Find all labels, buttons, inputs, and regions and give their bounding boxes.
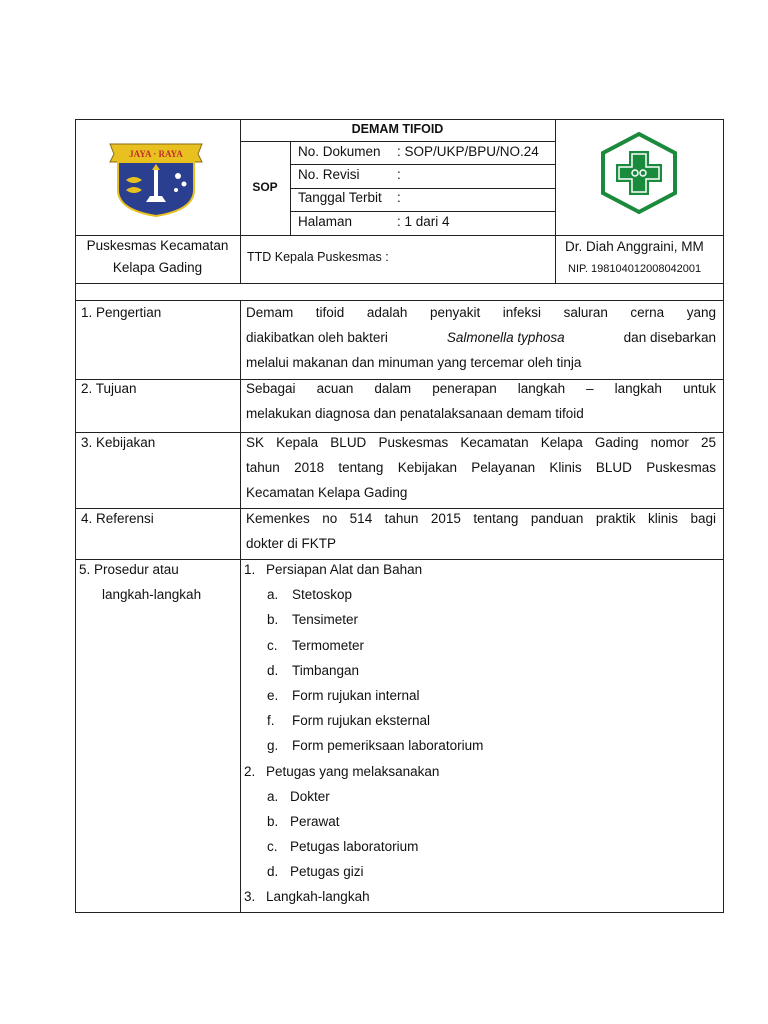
ttd-label: TTD Kepala Puskesmas :: [247, 250, 389, 264]
list-text: Perawat: [290, 813, 340, 829]
rule: [240, 119, 241, 284]
rule: [555, 119, 556, 284]
italic-term: Salmonella typhosa: [446, 330, 565, 345]
field-value-no-revisi: :: [397, 167, 401, 182]
rule: [75, 119, 724, 120]
list-text: Termometer: [292, 637, 365, 653]
rule: [75, 283, 724, 284]
rule: [75, 235, 724, 236]
text-segment: dan disebarkan: [623, 330, 716, 345]
field-label-halaman: Halaman: [298, 214, 353, 229]
text-line: dokter di FKTP: [246, 536, 337, 551]
list-subitem: [244, 607, 714, 632]
puskesmas-logo-icon: [598, 131, 680, 215]
field-value-halaman: : 1 dari 4: [397, 214, 450, 229]
section-body-tujuan: [246, 376, 716, 426]
list-text: Petugas laboratorium: [290, 839, 419, 855]
institution-line-1: Puskesmas Kecamatan: [86, 238, 229, 253]
list-text: Dokter: [290, 788, 330, 804]
list-number: f.: [267, 713, 275, 729]
field-value-tanggal-terbit: :: [397, 190, 401, 205]
text-line: Kemenkes no 514 tahun 2015 tentang panduan praktik klinis bagi: [246, 511, 716, 526]
list-text: Persiapan Alat dan Bahan: [266, 562, 423, 577]
head-name: Dr. Diah Anggraini, MM: [565, 239, 704, 254]
list-number: e.: [267, 687, 279, 703]
rule: [290, 211, 555, 212]
list-number: 1.: [244, 562, 256, 577]
list-item: [244, 884, 714, 909]
field-label-no-dokumen: No. Dokumen: [298, 144, 381, 159]
text-line: melakukan diagnosa dan penatalaksanaan demam tifoid: [246, 406, 584, 421]
list-subitem: [244, 834, 714, 859]
list-number: 2.: [244, 763, 256, 779]
rule: [240, 300, 241, 913]
list-subitem: [244, 633, 714, 658]
sop-label: SOP: [252, 180, 278, 194]
text-line: tahun 2018 tentang Kebijakan Pelayanan Klinis BLUD Puskesmas: [246, 460, 716, 475]
rule: [290, 188, 555, 189]
text-segment: diakibatkan oleh bakteri: [246, 330, 388, 345]
field-value-no-dokumen: : SOP/UKP/BPU/NO.24: [397, 144, 539, 159]
list-text: Tensimeter: [292, 612, 359, 628]
text-line: Kecamatan Kelapa Gading: [246, 485, 408, 500]
rule: [290, 141, 291, 236]
list-number: g.: [267, 738, 279, 754]
list-number: d.: [267, 662, 279, 678]
text-line: [246, 325, 716, 350]
list-subitem: [244, 859, 714, 884]
list-text: Langkah-langkah: [266, 889, 370, 905]
list-item: [244, 557, 714, 582]
section-body-pengertian: [246, 300, 716, 375]
list-number: 3.: [244, 889, 256, 905]
section-body-kebijakan: [246, 430, 716, 505]
section-label-tujuan: 2. Tujuan: [81, 381, 137, 396]
section-label-prosedur-1: 5. Prosedur atau: [79, 562, 179, 577]
list-text: Form pemeriksaan laboratorium: [292, 738, 484, 754]
text-line: SK Kepala BLUD Puskesmas Kecamatan Kelapa Gading nomor 25: [246, 435, 716, 450]
list-subitem: [244, 733, 714, 758]
list-text: Petugas gizi: [290, 864, 364, 880]
text-line: melalui makanan dan minuman yang tercemar oleh tinja: [246, 355, 582, 370]
list-text: Petugas yang melaksanakan: [266, 763, 440, 779]
list-number: a.: [267, 788, 279, 804]
section-body-referensi: [246, 506, 716, 556]
list-subitem: [244, 658, 714, 683]
text-line: Demam tifoid adalah penyakit infeksi saluran cerna yang: [246, 305, 716, 320]
rule: [723, 119, 724, 913]
list-subitem: [244, 683, 714, 708]
list-subitem: [244, 582, 714, 607]
list-item: [244, 759, 714, 784]
list-text: Timbangan: [292, 662, 360, 678]
crest-text: JAYA · RAYA: [129, 149, 183, 159]
rule: [75, 912, 724, 913]
list-text: Form rujukan internal: [292, 687, 420, 703]
section-label-kebijakan: 3. Kebijakan: [81, 435, 156, 450]
jaya-raya-crest-icon: [106, 140, 206, 220]
section-label-prosedur-2: langkah-langkah: [102, 587, 202, 602]
list-text: Form rujukan eksternal: [292, 713, 431, 729]
field-label-no-revisi: No. Revisi: [298, 167, 360, 182]
section-label-pengertian: 1. Pengertian: [81, 305, 162, 320]
list-number: b.: [267, 612, 279, 628]
section-label-referensi: 4. Referensi: [81, 511, 154, 526]
field-label-tanggal-terbit: Tanggal Terbit: [298, 190, 382, 205]
institution-line-2: Kelapa Gading: [112, 260, 203, 275]
list-number: a.: [267, 587, 279, 603]
procedure-list: [244, 557, 714, 910]
list-subitem: [244, 809, 714, 834]
list-text: Stetoskop: [292, 587, 353, 603]
list-subitem: [244, 784, 714, 809]
list-number: c.: [267, 839, 278, 855]
text-line: Sebagai acuan dalam penerapan langkah – langkah untuk: [246, 381, 716, 396]
list-number: d.: [267, 864, 279, 880]
list-number: c.: [267, 637, 278, 653]
document-title: DEMAM TIFOID: [351, 122, 444, 136]
head-nip: NIP. 198104012008042001: [568, 263, 702, 275]
rule: [240, 141, 555, 142]
list-subitem: [244, 708, 714, 733]
list-number: b.: [267, 813, 279, 829]
rule: [290, 164, 555, 165]
